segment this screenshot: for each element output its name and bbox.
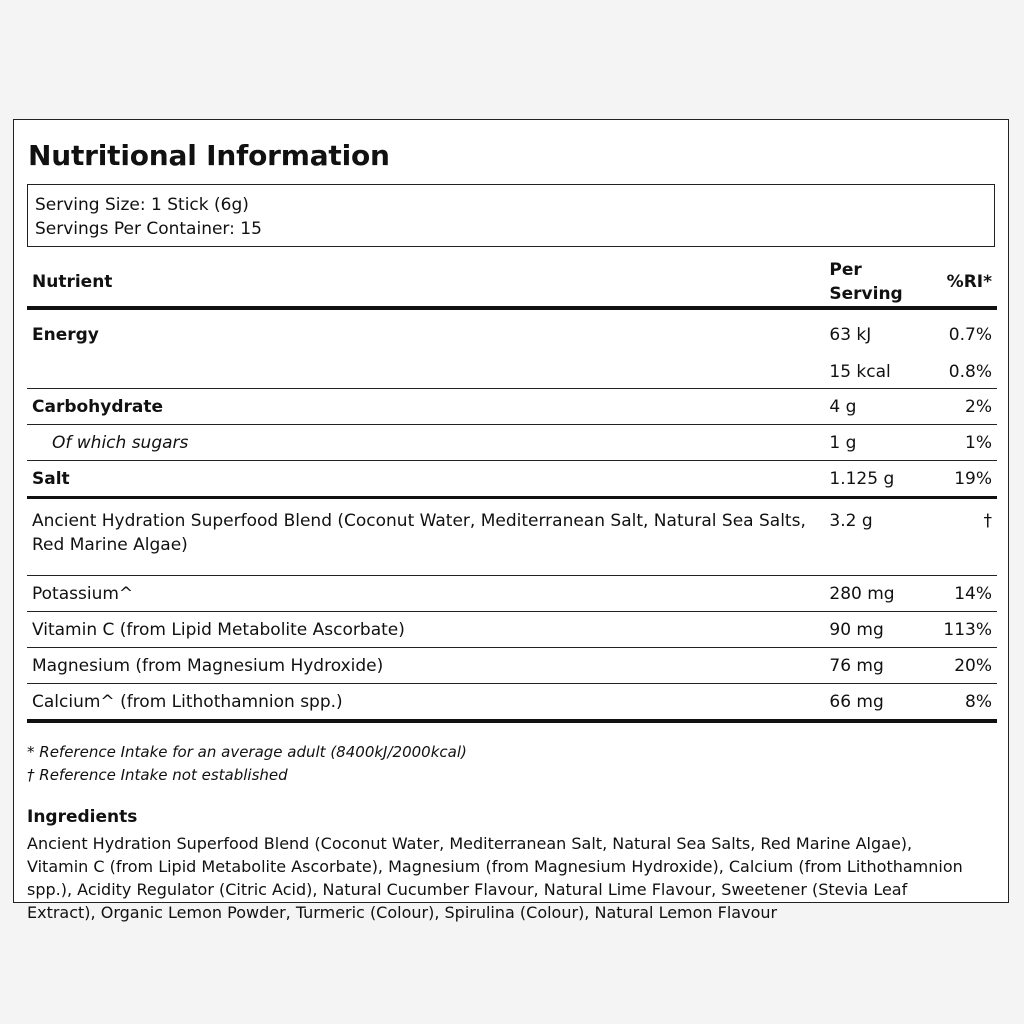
per-serving-value: 1 g	[824, 425, 938, 461]
nutrient-name: Calcium^ (from Lithothamnion spp.)	[27, 684, 824, 722]
ingredients-text: Ancient Hydration Superfood Blend (Coconut Water, Mediterranean Salt, Natural Sea Salts, Red Marine Algae), Vitamin C (from Lipid Metabolite Ascorbate), Magnesium (from Magnesium Hydroxide), Calcium (from Lithothamnion spp.), Acidity Regulator (Citric Acid), Natural Cucumber Flavour, Natural Lime Flavour, Sweetener (Stevia Leaf Extract), Organic Lemon Powder, Turmeric (Colour), Spirulina (Colour), Natural Lemon Flavour	[27, 834, 963, 922]
header-nutrient: Nutrient	[27, 258, 824, 308]
ingredients-heading: Ingredients	[27, 807, 138, 827]
nutrient-name: Vitamin C (from Lipid Metabolite Ascorbate)	[27, 612, 824, 648]
serving-size: Serving Size: 1 Stick (6g)	[35, 195, 249, 215]
ri-value: 0.8%	[938, 356, 997, 389]
table-row	[27, 461, 997, 498]
ri-value: 19%	[938, 461, 997, 498]
ri-value: 20%	[938, 648, 997, 684]
nutrient-name: Carbohydrate	[27, 389, 824, 425]
table-row	[27, 648, 997, 684]
page-title: Nutritional Information	[28, 139, 390, 172]
nutrition-panel	[13, 119, 1009, 922]
serving-info-box	[27, 184, 995, 247]
nutrient-name: Ancient Hydration Superfood Blend (Coconut Water, Mediterranean Salt, Natural Sea Salts, Red Marine Algae)	[27, 498, 824, 576]
nutrient-name: Salt	[27, 461, 824, 498]
footnote-reference-intake: * Reference Intake for an average adult (8400kJ/2000kcal)	[27, 743, 467, 761]
per-serving-value: 76 mg	[824, 648, 938, 684]
servings-per-container: Servings Per Container: 15	[35, 219, 262, 239]
ri-value: 1%	[938, 425, 997, 461]
table-row	[27, 684, 997, 722]
table-row	[27, 576, 997, 612]
nutrient-name: Potassium^	[27, 576, 824, 612]
table-row	[27, 389, 997, 425]
ri-value: 113%	[938, 612, 997, 648]
per-serving-value: 15 kcal	[824, 356, 938, 389]
table-row	[27, 356, 997, 389]
ri-value: 14%	[938, 576, 997, 612]
table-row	[27, 308, 997, 356]
table-row	[27, 425, 997, 461]
per-serving-value: 90 mg	[824, 612, 938, 648]
per-serving-value: 280 mg	[824, 576, 938, 612]
footnotes	[27, 741, 995, 787]
table-row	[27, 498, 997, 576]
per-serving-value: 63 kJ	[829, 325, 872, 345]
nutrient-name: Energy	[32, 325, 99, 345]
per-serving-value: 1.125 g	[824, 461, 938, 498]
nutrient-name	[27, 356, 824, 389]
nutrition-table	[27, 258, 997, 723]
ri-value: 0.7%	[948, 325, 992, 345]
per-serving-value: 3.2 g	[824, 498, 938, 576]
header-ri: %RI*	[938, 258, 997, 308]
nutrient-name: Of which sugars	[27, 425, 824, 461]
ri-value: 8%	[938, 684, 997, 722]
header-per-serving: Per Serving	[824, 258, 938, 308]
per-serving-value: 66 mg	[824, 684, 938, 722]
table-row	[27, 612, 997, 648]
per-serving-value: 4 g	[824, 389, 938, 425]
footnote-not-established: † Reference Intake not established	[27, 766, 288, 784]
nutrient-name: Magnesium (from Magnesium Hydroxide)	[27, 648, 824, 684]
ri-value: †	[938, 498, 997, 576]
table-header-row	[27, 258, 997, 308]
ri-value: 2%	[938, 389, 997, 425]
